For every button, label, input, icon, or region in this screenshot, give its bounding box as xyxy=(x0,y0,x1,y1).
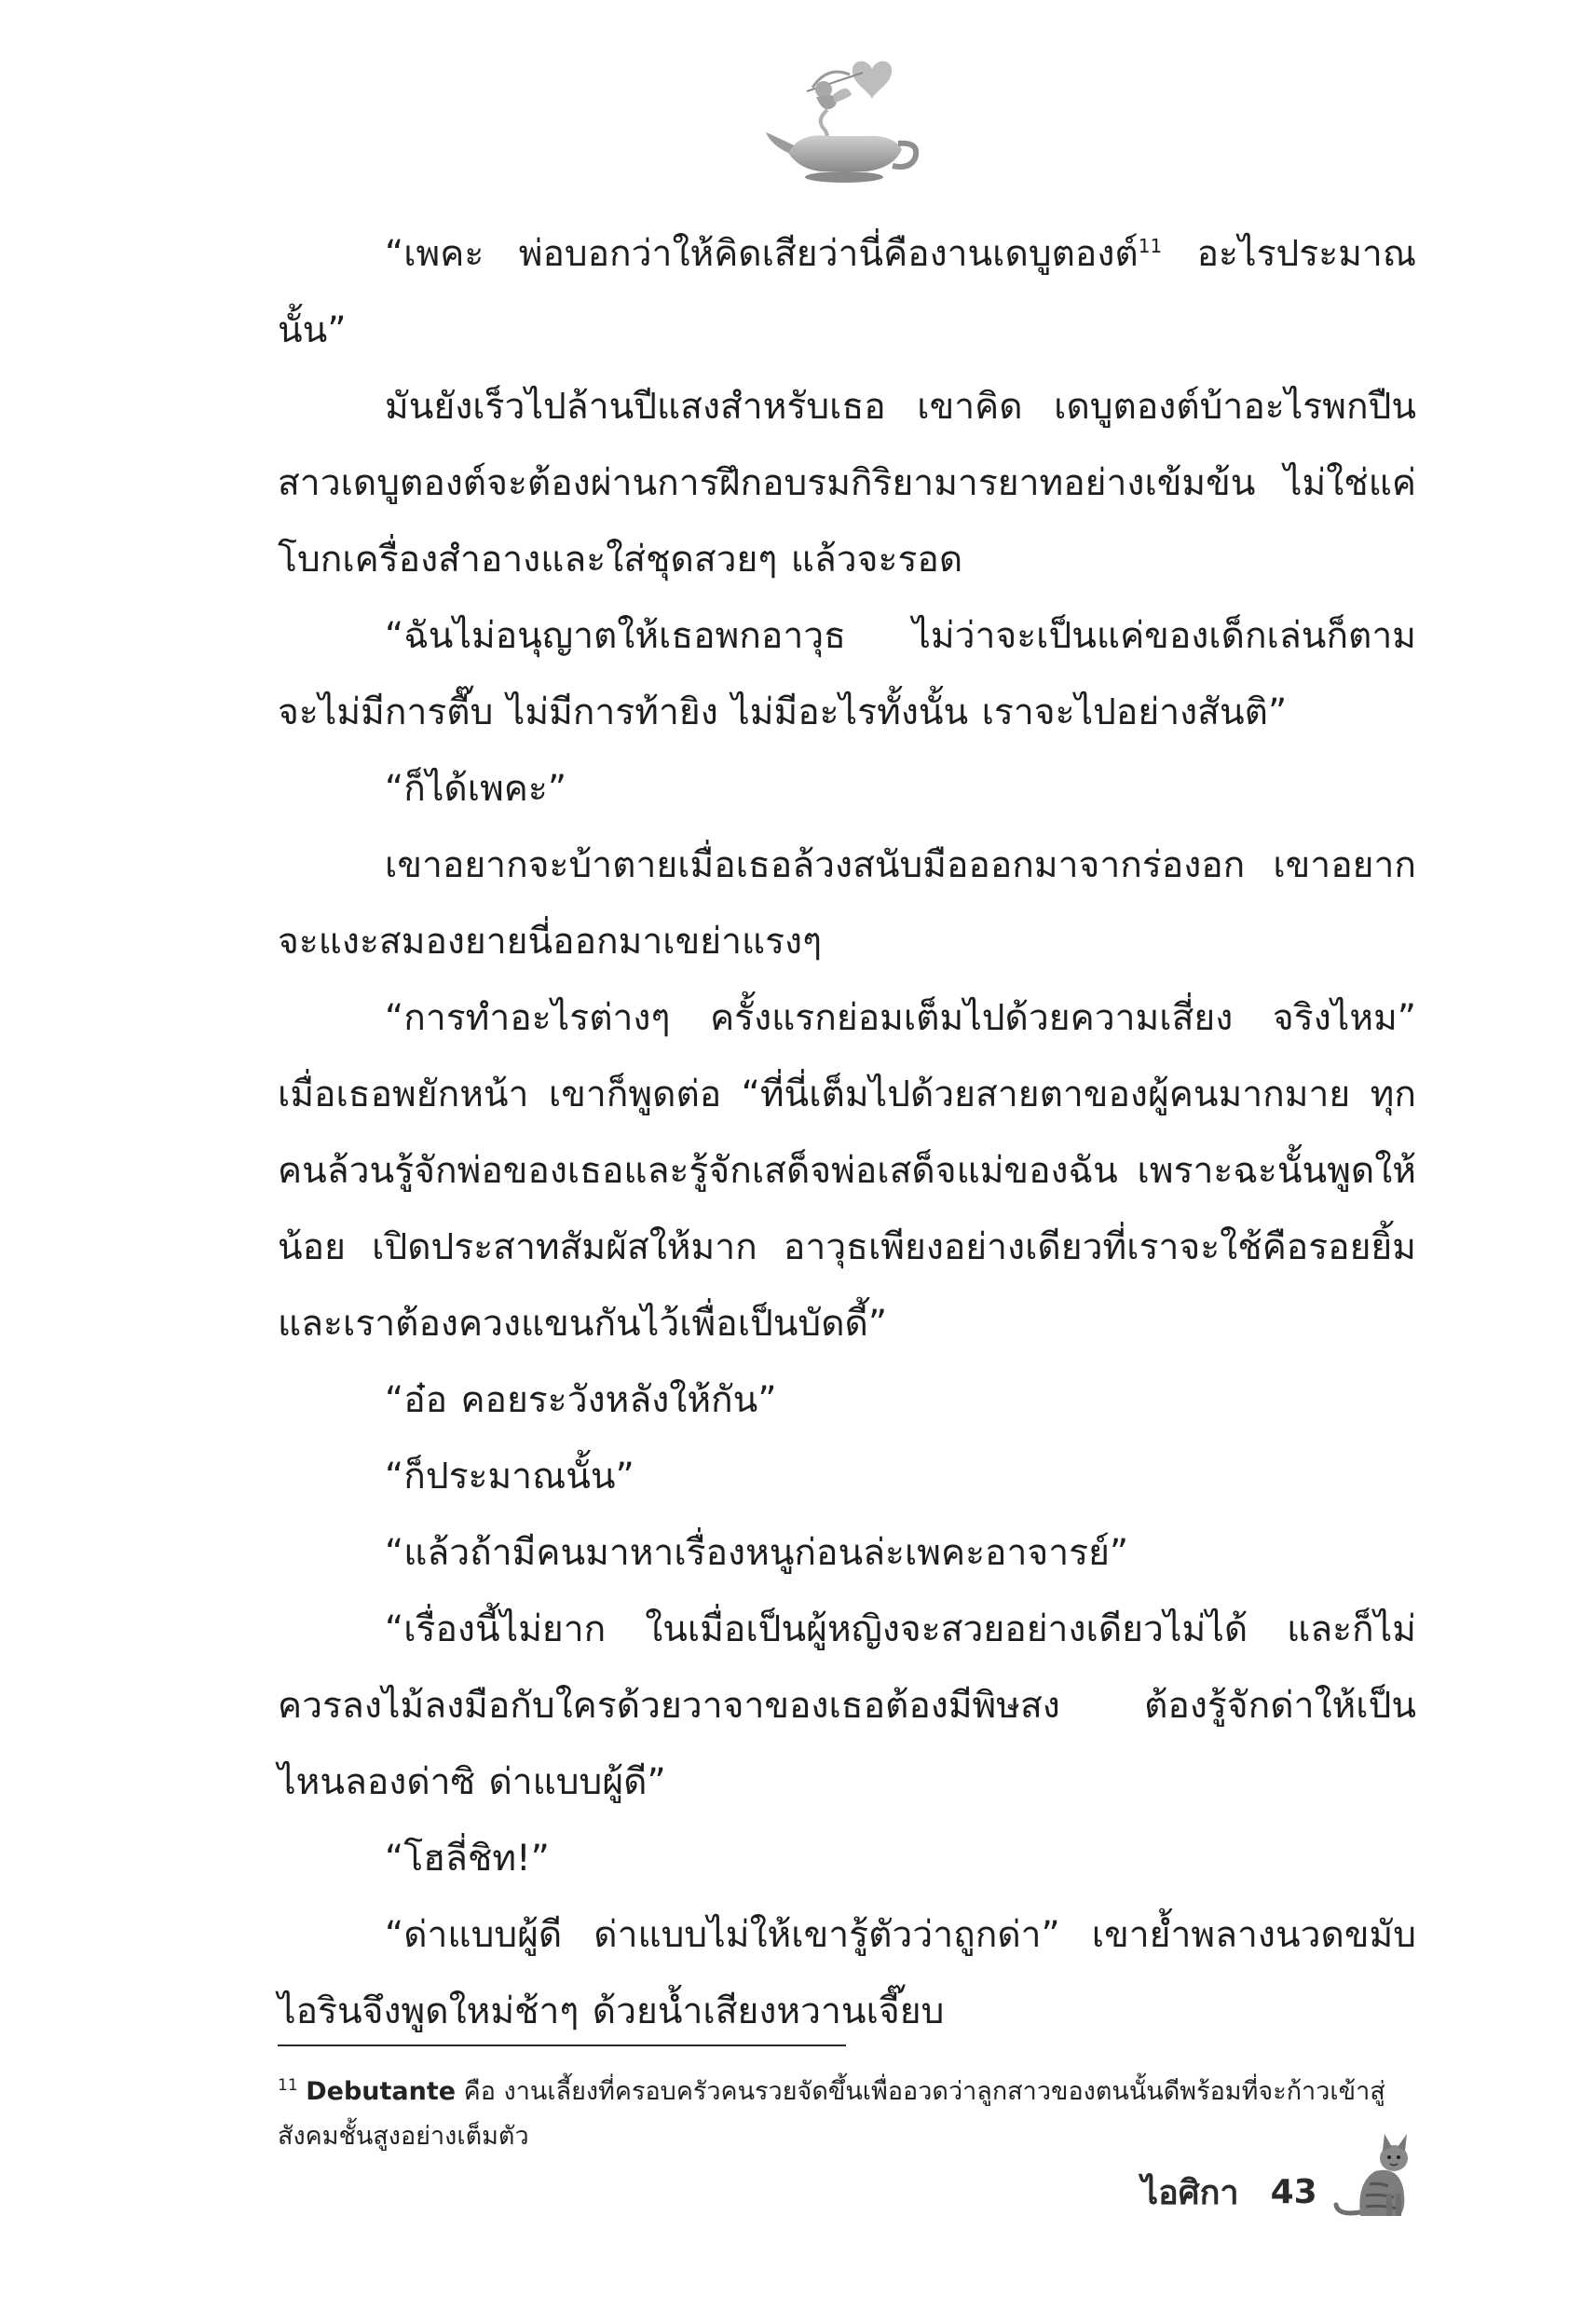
footnote xyxy=(278,2063,1416,2159)
cat-icon xyxy=(1332,2126,1416,2220)
paragraph xyxy=(278,1592,1416,1821)
footnote-text: คือ งานเลี้ยงที่ครอบครัวคนรวยจัดขึ้นเพื่ออวดว่าลูกสาวของตนนั้นดีพร้อมที่จะก้าวเข้าสู่สังคมชั้นสูงอย่างเต็มตัว xyxy=(278,2077,1385,2151)
paragraph xyxy=(278,1362,1416,1439)
paragraph-text: “อ๋อ คอยระวังหลังให้กัน” xyxy=(385,1379,777,1421)
paragraph xyxy=(278,1515,1416,1592)
paragraph-text: มันยังเร็วไปล้านปีแสงสำหรับเธอ เขาคิด เดบูตองต์บ้าอะไรพกปืน สาวเดบูตองต์จะต้องผ่านการฝึกอบรมกิริยามารยาทอย่างเข้มข้น ไม่ใช่แค่โบกเครื่องสำอางและใส่ชุดสวยๆ แล้วจะรอด xyxy=(278,386,1416,581)
paragraph-text: “ด่าแบบผู้ดี ด่าแบบไม่ให้เขารู้ตัวว่าถูกด่า” เขาย้ำพลางนวดขมับ ไอรินจึงพูดใหม่ช้าๆ ด้วยน้ำเสียงหวานเจี๊ยบ xyxy=(278,1914,1416,2032)
paragraph xyxy=(278,827,1416,980)
paragraph-text: “เรื่องนี้ไม่ยาก ในเมื่อเป็นผู้หญิงจะสวยอย่างเดียวไม่ได้ และก็ไม่ควรลงไม้ลงมือกับใครด้วยวาจาของเธอต้องมีพิษสง ต้องรู้จักด่าให้เป็น ไหนลองด่าซิ ด่าแบบผู้ดี” xyxy=(278,1608,1416,1803)
paragraph-text: “เพคะ พ่อบอกว่าให้คิดเสียว่านี่คืองานเดบูตองต์ xyxy=(385,233,1139,275)
paragraph xyxy=(278,980,1416,1362)
page-footer xyxy=(1141,2164,1317,2220)
paragraph-text: “ฉันไม่อนุญาตให้เธอพกอาวุธ ไม่ว่าจะเป็นแค่ของเด็กเล่นก็ตาม จะไม่มีการตื๊บ ไม่มีการท้ายิง ไม่มีอะไรทั้งนั้น เราจะไปอย่างสันติ” xyxy=(278,615,1416,733)
paragraph xyxy=(278,751,1416,827)
paragraph xyxy=(278,216,1416,369)
running-title: ไอศิกา xyxy=(1141,2173,1239,2212)
paragraph xyxy=(278,369,1416,598)
paragraph-text: เขาอยากจะบ้าตายเมื่อเธอล้วงสนับมือออกมาจากร่องอก เขาอยากจะแงะสมองยายนี่ออกมาเขย่าแรงๆ xyxy=(278,844,1416,963)
footnote-reference: 11 xyxy=(1138,235,1163,257)
body-text xyxy=(278,216,1416,2050)
paragraph-text: “ก็ประมาณนั้น” xyxy=(385,1456,634,1497)
footnote-term: Debutante xyxy=(306,2077,457,2106)
paragraph-text: “การทำอะไรต่างๆ ครั้งแรกย่อมเต็มไปด้วยความเสี่ยง จริงไหม” เมื่อเธอพยักหน้า เขาก็พูดต่อ “ที่นี่เต็มไปด้วยสายตาของผู้คนมากมาย ทุกคนล้วนรู้จักพ่อของเธอและรู้จักเสด็จพ่อเสด็จแม่ของฉัน เพราะฉะนั้นพูดให้น้อย เปิดประสาทสัมผัสให้มาก อาวุธเพียงอย่างเดียวที่เราจะใช้คือรอยยิ้ม และเราต้องควงแขนกันไว้เพื่อเป็นบัดดี้” xyxy=(278,997,1416,1345)
footnote-number: 11 xyxy=(278,2076,298,2095)
paragraph-text: “ก็ได้เพคะ” xyxy=(385,768,567,810)
footnote-divider xyxy=(278,2044,846,2046)
paragraph-text-continued: อะไรประมาณนั้น” xyxy=(278,233,1416,351)
paragraph-text: “โฮลี่ชิท!” xyxy=(385,1838,550,1880)
paragraph-text: “แล้วถ้ามีคนมาหาเรื่องหนูก่อนล่ะเพคะอาจารย์” xyxy=(385,1532,1129,1574)
paragraph xyxy=(278,1439,1416,1515)
paragraph xyxy=(278,1821,1416,1897)
teapot-cupid-icon xyxy=(762,48,921,186)
paragraph xyxy=(278,1897,1416,2050)
paragraph xyxy=(278,598,1416,751)
page-number: 43 xyxy=(1270,2172,1317,2211)
